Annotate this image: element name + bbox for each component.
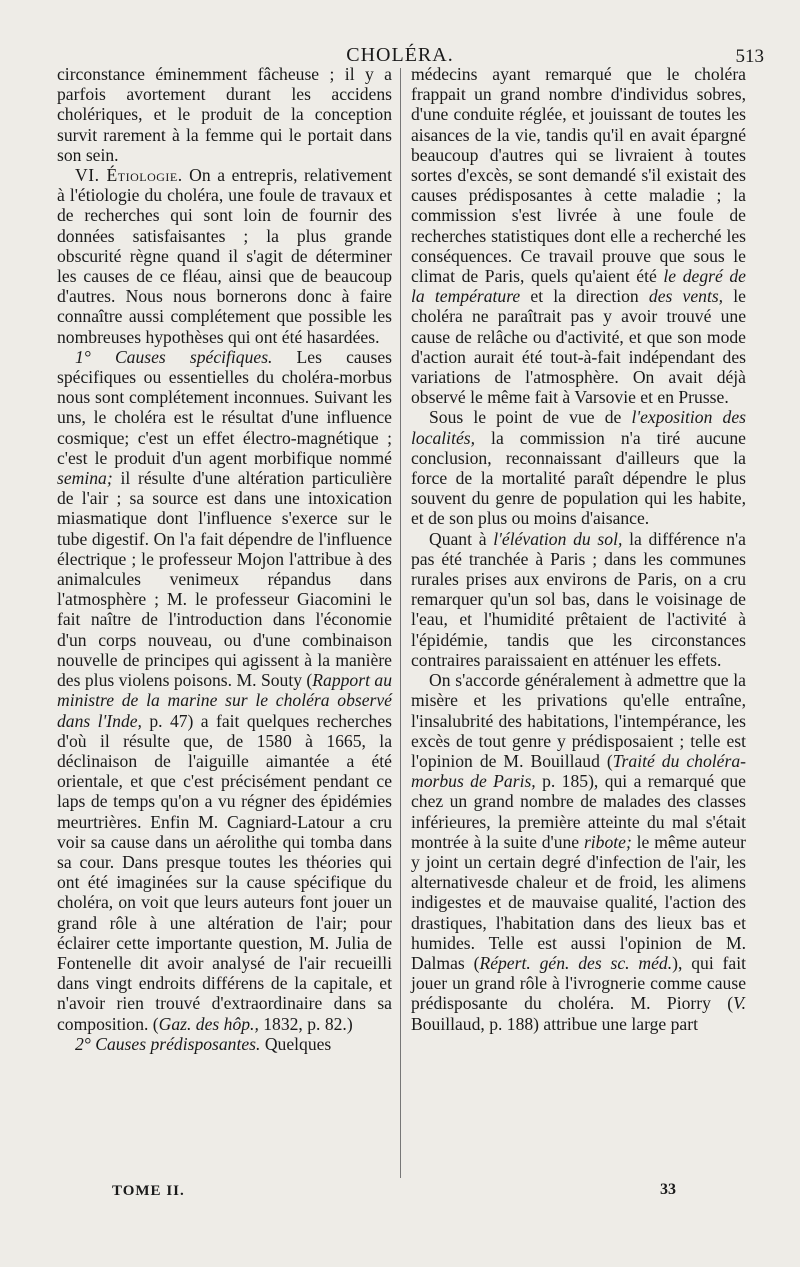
paragraph-causes-predisposantes: 2° Causes prédisposantes. Quelques (75, 1033, 332, 1054)
column-rule (400, 68, 401, 1178)
paragraph: Quant à l'élévation du sol, la différence n'a pas été tranchée à Paris ; dans les communes rurales prises aux environs de Paris, on a cru remarquer qu'un sol bas, dans le voisinage de l'eau, et l'humidité prêtaient de l'activité à l'épidémie, tandis que les circonstances contraires paraissaient en atténuer les effets. (411, 528, 746, 670)
paragraph: Sous le point de vue de l'exposition des localités, la commission n'a tiré aucune conclusion, reconnaissant d'ailleurs que la force de la mortalité paraît dépendre le plus souvent du genre de population qui les habite, et de son plus ou moins d'aisance. (411, 407, 746, 529)
paragraph-etiologie: VI. Étiologie. On a entrepris, relativement à l'étiologie du choléra, une foule de travaux et de recherches qui sont loin de fournir des données satisfaisantes ; la plus grande obscurité règne quand il s'agit de déterminer les causes de ce fléau, ainsi que de beaucoup d'autres. Nous nous bornerons donc à faire connaître aussi complétement que possible les nombreuses hypothèses qui ont été hasardées. (57, 165, 392, 347)
citation: Rapport au ministre de la marine sur le choléra observé dans l'Inde, (57, 670, 392, 731)
page-number: 513 (735, 46, 764, 67)
volume-signature: TOME II. (112, 1183, 185, 1199)
citation: Gaz. des hôp., (158, 1013, 259, 1034)
paragraph-causes-specifiques: 1° Causes spécifiques. Les causes spécifiques ou essentielles du choléra-morbus nous sont complétement inconnues. Suivant les uns, le choléra est le résultat d'une influence cosmique; c'est un effet électro-magnétique ; c'est le produit d'un agent morbifique nommé semina; il résulte d'une altération particulière de l'air ; sa source est dans une intoxication miasmatique dont l'influence s'exerce sur le tube digestif. On l'a fait dépendre de l'influence électrique ; le professeur Mojon l'attribue à des animalcules venimeux répandus dans l'atmosphère ; M. le professeur Giacomini le fait naître de l'introduction dans l'économie d'un corps nouveau, ou d'une combinaison nouvelle de principes qui agissent à la manière des plus violens poisons. M. Souty (Rapport au ministre de la marine sur le choléra observé dans l'Inde, p. 47) a fait quelques recherches d'où il résulte que, de 1580 à 1665, la déclinaison de l'aiguille aimantée a été orientale, et que c'est précisément pendant ce laps de temps qu'on a vu régner des épidémies meurtrières. Enfin M. Cagniard-Latour a cru voir sa cause dans un aérolithe qui tomba dans sa cour. Dans presque toutes les théories qui ont été imaginées sur la cause spécifique du choléra, on voit que leurs auteurs font jouer un grand rôle à une altération de l'air; pour éclairer cette importante question, M. Julia de Fontenelle dit avoir analysé de l'air recueilli dans vingt endroits différens de la capitale, et n'avoir rien trouvé d'extraordinaire dans sa composition. (Gaz. des hôp., 1832, p. 82.) (57, 346, 392, 1034)
paragraph: On s'accorde généralement à admettre que la misère et les privations qu'elle entraîne, l'insalubrité des habitations, l'intempérance, les excès de tout genre y prédisposaient ; telle est l'opinion de M. Bouillaud (Traité du choléra-morbus de Paris, p. 185), qui a remarqué que chez un grand nombre de malades des classes inférieures, la première atteinte du mal s'était montrée à la suite d'une ribote; le même auteur y joint un certain degré d'infection de l'air, les alternativesde chaleur et de froid, les alimens indigestes et de mauvaise qualité, l'action des drastiques, l'habitation dans des lieux bas et humides. Telle est aussi l'opinion de M. Dalmas (Répert. gén. des sc. méd.), qui fait jouer un grand rôle à l'ivrognerie comme cause prédisposante du choléra. M. Piorry (V. Bouillaud, p. 188) attribue une large part (411, 670, 746, 1034)
page-footer (0, 1183, 800, 1207)
subsection-heading: 1° Causes spécifiques. (75, 346, 273, 367)
left-column (57, 64, 392, 1054)
gathering-signature: 33 (660, 1181, 676, 1198)
subsection-heading: 2° Causes prédisposantes. (75, 1033, 261, 1054)
right-column (411, 64, 746, 1034)
citation: Traité du choléra-morbus de Paris, (411, 750, 746, 792)
citation: Répert. gén. des sc. méd. (479, 952, 673, 973)
running-title: CHOLÉRA. (346, 44, 454, 66)
paragraph: circonstance éminemment fâcheuse ; il y a parfois avortement durant les accidens cholériques, et le produit de la conception survit rarement à la femme qui le portait dans son sein. (57, 64, 392, 165)
section-heading: VI. Étiologie. (75, 165, 183, 186)
paragraph: médecins ayant remarqué que le choléra frappait un grand nombre d'individus sobres, d'une conduite réglée, et jouissant de toutes les aisances de la vie, tandis qu'il en avait épargné beaucoup d'autres qui se livraient à toutes sortes d'excès, se sont demandé s'il existait des causes prédisposantes à cette maladie ; la commission s'est livrée à une foule de recherches statistiques dont elle a recherché les conséquences. Ce travail prouve que sous le climat de Paris, quels qu'aient été le degré de la température et la direction des vents, le choléra ne paraîtrait pas y avoir trouvé une cause de relâche ou d'activité, et que son mode d'action aurait été tout-à-fait indépendant des variations de l'atmosphère. On avait déjà observé le même fait à Varsovie et en Prusse. (411, 64, 746, 408)
